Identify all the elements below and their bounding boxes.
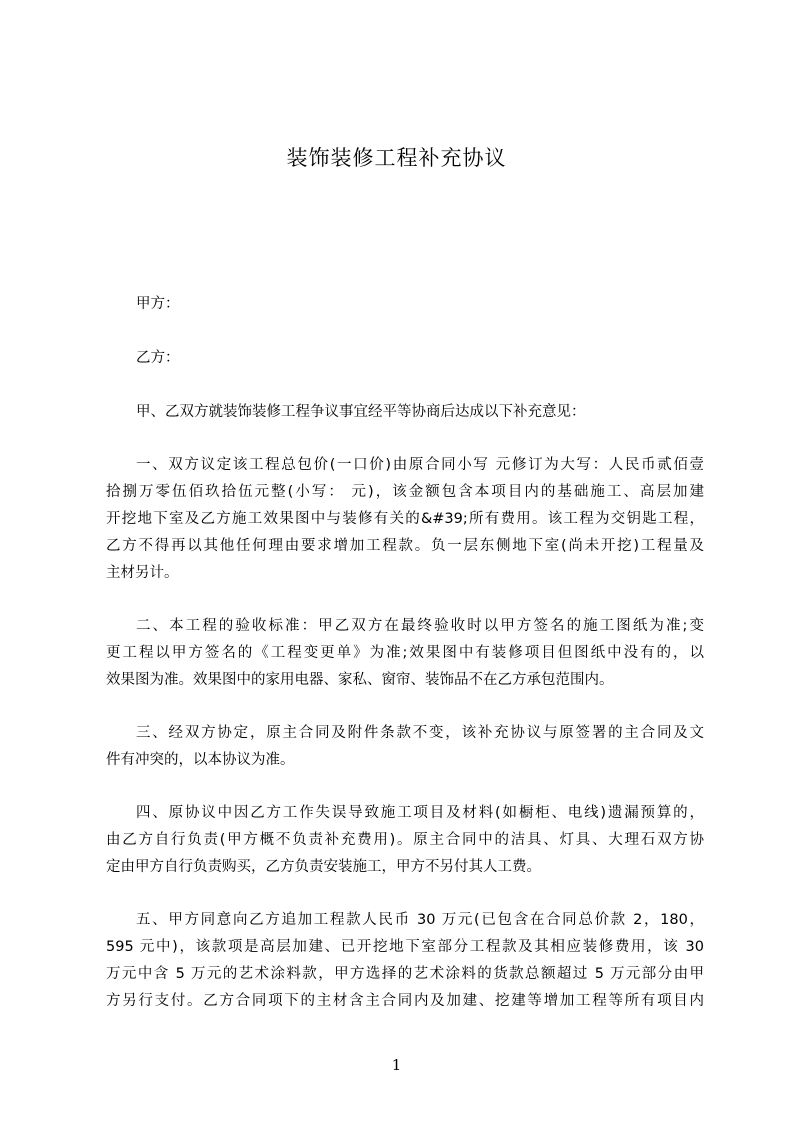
clause-1-line-2: 拾捌万零伍佰玖拾伍元整(小写： 元)，该金额包含本项目内的基础施工、高层加建 [106, 484, 704, 500]
clause-3-line-2: 件有冲突的，以本协议为准。 [106, 752, 295, 768]
clause-2-line-3: 效果图为准。效果图中的家用电器、家私、窗帘、装饰品不在乙方承包范围内。 [106, 672, 614, 688]
clause-4-line-2: 由乙方自行负责(甲方概不负责补充费用)。原主合同中的洁具、灯具、大理石双方协 [106, 832, 704, 848]
clause-5-line-1: 五、甲方同意向乙方追加工程款人民币 30 万元(已包含在合同总价款 2，180， [136, 912, 704, 928]
clause-5-line-3: 万元中含 5 万元的艺术涂料款，甲方选择的艺术涂料的货款总额超过 5 万元部分由甲 [106, 966, 704, 982]
clause-5-line-4: 方另行支付。乙方合同项下的主材含主合同内及加建、挖建等增加工程等所有项目内 [106, 993, 704, 1009]
clause-2-line-1: 二、本工程的验收标准：甲乙双方在最终验收时以甲方签名的施工图纸为准;变 [136, 618, 704, 634]
party-b-label: 乙方： [136, 350, 180, 366]
clause-1-line-1: 一、双方议定该工程总包价(一口价)由原合同小写 元修订为大写：人民币贰佰壹 [136, 457, 704, 473]
clause-1-line-4: 乙方不得再以其他任何理由要求增加工程款。负一层东侧地下室(尚未开挖)工程量及 [106, 538, 704, 554]
party-a-label: 甲方： [136, 296, 180, 312]
document-title: 装饰装修工程补充协议 [286, 146, 507, 170]
clause-1-line-5: 主材另计。 [106, 565, 179, 581]
clause-5-line-2: 595 元中)，该款项是高层加建、已开挖地下室部分工程款及其相应装修费用，该 30 [106, 939, 704, 955]
clause-4-line-3: 定由甲方自行负责购买，乙方负责安装施工，甲方不另付其人工费。 [106, 859, 541, 875]
clause-2-line-2: 更工程以甲方签名的《工程变更单》为准;效果图中有装修项目但图纸中没有的，以 [106, 645, 704, 661]
clause-4-line-1: 四、原协议中因乙方工作失误导致施工项目及材料(如橱柜、电线)遗漏预算的， [136, 805, 704, 821]
page-number: 1 [391, 1056, 402, 1074]
clause-3-line-1: 三、经双方协定，原主合同及附件条款不变，该补充协议与原签署的主合同及文 [136, 725, 704, 741]
intro-paragraph: 甲、乙双方就装饰装修工程争议事宜经平等协商后达成以下补充意见： [136, 404, 586, 420]
clause-1-line-3: 开挖地下室及乙方施工效果图中与装修有关的&#39;所有费用。该工程为交钥匙工程， [106, 511, 704, 527]
